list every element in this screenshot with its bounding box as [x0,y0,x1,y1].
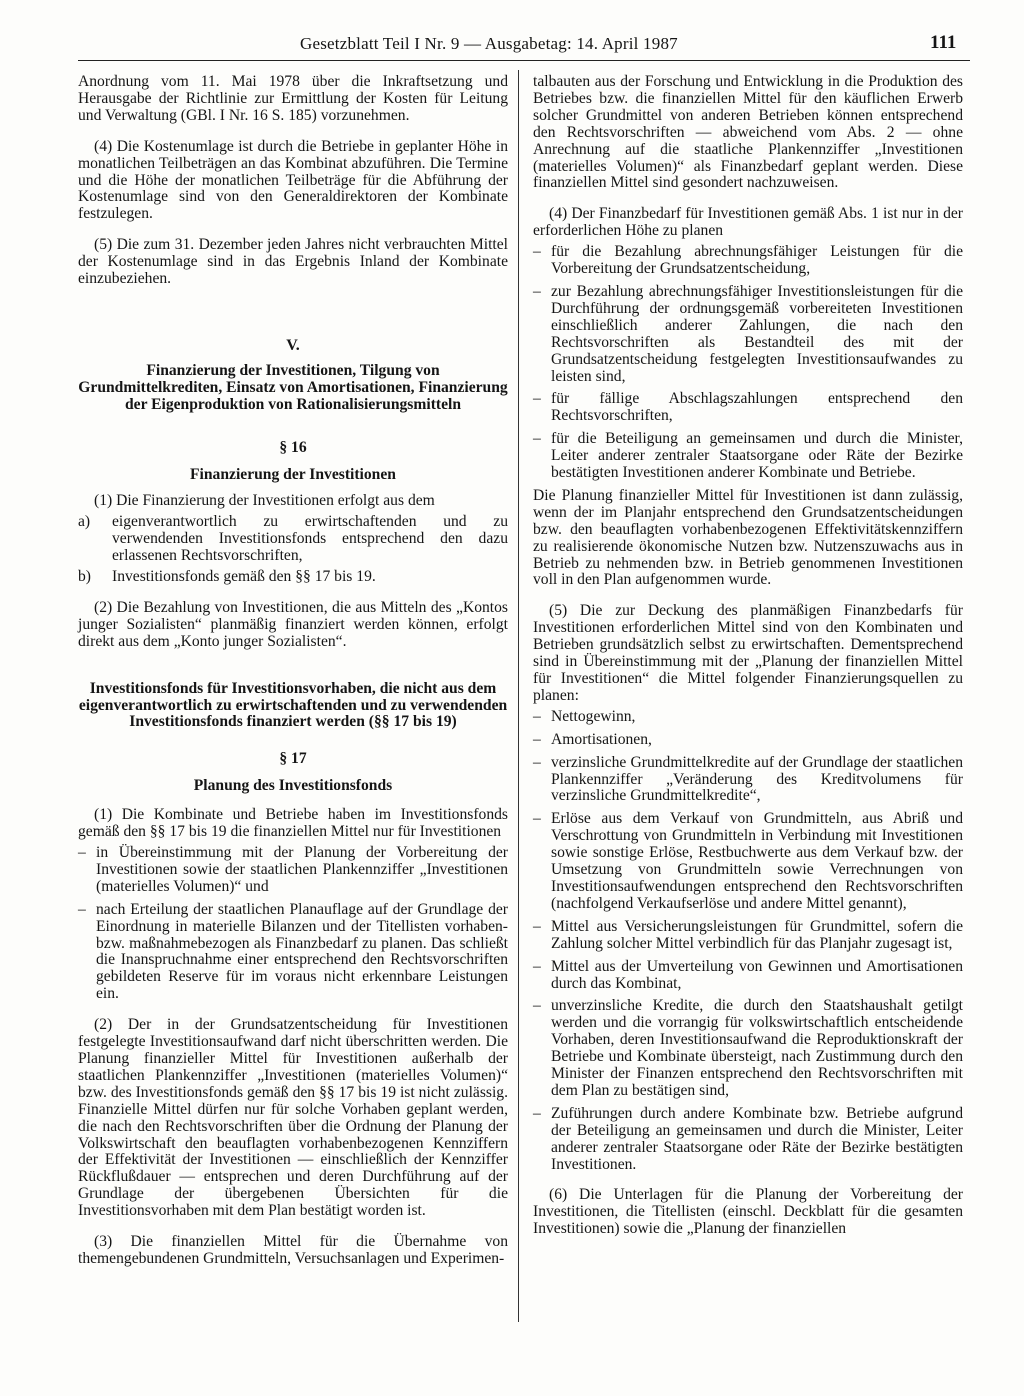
dash-item: – nach Erteilung der staatlichen Planauflage auf der Grundlage der Einordnung in materielle Bilanzen und der Titellisten vorhaben- bzw. maßnahmebezogen als Finanzbedarf zu planen. Das schließt die Inanspruchnahme einer entsprechend den Rechtsvorschriften gebildeten Reserve für im voraus nicht erkennbare Leistungen ein. [78,900,508,1003]
dash-item: – Mittel aus der Umverteilung von Gewinnen und Amortisationen durch das Kombinat, [533,957,963,992]
list-text: Investitionsfonds gemäß den §§ 17 bis 19. [112,568,376,586]
dash-text: Amortisationen, [551,730,652,748]
list-label: b) [78,568,91,586]
paragraph-4-intro: (4) Der Finanzbedarf für Investitionen gemäß Abs. 1 ist nur in der erforderlichen Höhe zu planen [533,205,963,240]
dash-item: – für die Beteiligung an gemeinsamen und durch die Minister, Leiter anderer zentraler Staatsorgane oder Räte der Bezirke bestätigten Investitionen anderer Kombinate und Betriebe. [533,430,963,482]
par16-title: Finanzierung der Investitionen [190,465,396,483]
left-column [78,74,508,1282]
paragraph-6: (6) Die Unterlagen für die Planung der Vorbereitung der Investitionen, die Titellisten (einschl. Deckblatt für die gesamten Investitionen) sowie die „Planung der finanziellen [533,1186,963,1238]
dash-item: – zur Bezahlung abrechnungsfähiger Investitionsleistungen für die Durchführung der ordnungsgemäß vorbereiteten Investitionen einschließlich anderer Zahlungen, die nach den Rechtsvorschriften als Bestandteil des mit der Grundsatzentscheidung festgelegten Investitionsaufwandes zu leisten sind, [533,282,963,385]
par16-p2: (2) Die Bezahlung von Investitionen, die aus Mitteln des „Kontos junger Sozialisten“ planmäßig finanziert werden können, erfolgt direkt aus dem „Konto junger Sozialisten“. [78,598,508,650]
par17-number: § 17 [279,750,307,768]
dash-text: zur Bezahlung abrechnungsfähiger Investitionsleistungen für die Durchführung der ordnungsgemäß vorbereiteten Investitionen einschließlich anderer Zahlungen, die nach den Rechtsvorschriften als Bestandteil des mit der Grundsatzentscheidung festgelegten Investitionsaufwandes zu leisten sind, [551,282,963,385]
page-number: 111 [930,32,957,53]
dash-text: Mittel aus der Umverteilung von Gewinnen und Amortisationen durch das Kombinat, [551,957,963,992]
dash-text: Mittel aus Versicherungsleistungen für Grundmittel, sofern die Zahlung solcher Mittel verbindlich für das Planjahr zugesagt ist, [551,917,963,952]
par17-p2: (2) Der in der Grundsatzentscheidung für Investitionen festgelegte Investitionsaufwand darf nicht überschritten werden. Die Planung finanzieller Mittel für Investitionen außerhalb der staatlichen Plankennziffer „Investitionen (materielles Volumen)“ bzw. des Investitionsfonds gemäß den §§ 17 bis 19 ist nicht zulässig. Finanzielle Mittel dürfen nur für solche Vorhaben geplant werden, die nach den Rechtsvorschriften über die Ordnung der Planung der Volkswirtschaft den beauflagten vorhabenbezogenen Kennziffern der Effektivität der Investitionen — einschließlich der Kennziffer Rückflußdauer — entsprechen und deren Durchführung auf der Grundlage der übergebenen Übersichten für die Investitionsvorhaben mit dem Plan bestätigt worden ist. [78,1016,508,1220]
intro-paragraph: Anordnung vom 11. Mai 1978 über die Inkraftsetzung und Herausgabe der Richtlinie zur Ermittlung der Kosten für Leitung und Verwaltung (GBl. I Nr. 16 S. 185) vorzunehmen. [78,73,508,124]
dash-item: – in Übereinstimmung mit der Planung der Vorbereitung der Investitionen sowie der staatlichen Plankennziffer „Investitionen (materielles Volumen)“ und [78,844,508,895]
dash-item: – Zuführungen durch andere Kombinate bzw. Betriebe aufgrund der Beteiligung an gemeinsamen und durch die Minister, Leiter anderer zentraler Staatsorgane oder Räte der Bezirke bestätigten Investitionen. [533,1104,963,1173]
list-item [78,514,508,565]
dash-text: in Übereinstimmung mit der Planung der Vorbereitung der Investitionen sowie der staatlichen Plankennziffer „Investitionen (materielles Volumen)“ und [96,844,508,895]
dash-text: für die Beteiligung an gemeinsamen und durch die Minister, Leiter anderer zentraler Staatsorgane oder Räte der Bezirke bestätigten Investitionen anderer Kombinate und Betriebe. [551,430,963,482]
dash-item: – unverzinsliche Kredite, die durch den Staatshaushalt getilgt werden und die vorrangig für volkswirtschaftlich entscheidende Vorhaben, deren Investitionsaufwand die Reproduktionskraft der Betriebe und Kombinate übersteigt, nach Zustimmung durch den Minister der Finanzen entsprechend den Rechtsvorschriften mit dem Plan zu bestätigen sind, [533,997,963,1099]
paragraph-4: (4) Die Kostenumlage ist durch die Betriebe in geplanter Höhe in monatlichen Teilbeträgen an das Kombinat abzuführen. Die Termine und die Höhe der monatlichen Teilbeträge für die Abführung der Kostenumlage sind von den Generaldirektoren der Kombinate festzulegen. [78,137,508,223]
list-item [78,569,508,586]
par17-p3: (3) Die finanziellen Mittel für die Übernahme von themengebundenen Grundmitteln, Versuchsanlagen und Experimen- [78,1233,508,1267]
header-rule [78,60,970,61]
paragraph-5-intro: (5) Die zur Deckung des planmäßigen Finanzbedarfs für Investitionen erforderlichen Mittel sind von den Kombinaten und Betrieben grundsätzlich selbst zu erwirtschaften. Dementsprechend sind in Übereinstimmung mit der „Planung der finanziellen Mittel für Investitionen“ die Mittel folgender Finanzierungsquellen zu planen: [533,602,963,704]
dash-text: für die Bezahlung abrechnungsfähiger Leistungen für die Vorbereitung der Grundsatzentscheidung, [551,243,963,278]
list-label: a) [78,513,91,531]
par16-p1: (1) Die Finanzierung der Investitionen erfolgt aus dem [94,492,435,510]
dash-text: unverzinsliche Kredite, die durch den Staatshaushalt getilgt werden und die vorrangig für volkswirtschaftlich entscheidende Vorhaben, deren Investitionsaufwand die Reproduktionskraft der Betriebe und Kombinate übersteigt, nach Zustimmung durch den Minister der Finanzen entsprechend den Rechtsvorschriften mit dem Plan zu bestätigen sind, [551,997,963,1099]
dash-text: für fällige Abschlagszahlungen entsprechend den Rechtsvorschriften, [551,390,963,425]
par17-p1: (1) Die Kombinate und Betriebe haben im Investitionsfonds gemäß den §§ 17 bis 19 die finanziellen Mittel nur für Investitionen [78,806,508,841]
continued-paragraph: talbauten aus der Forschung und Entwicklung in die Produktion des Betriebes bzw. die finanziellen Mittel für den käuflichen Erwerb solcher Grundmittel von anderen Betrieben können entsprechend den Rechtsvorschriften — abweichend vom Abs. 2 — ohne Anrechnung auf die staatliche Plankennziffer „Investitionen (materielles Volumen)“ als Finanzbedarf geplant werden. Diese finanziellen Mittel sind gesondert nachzuweisen. [533,73,963,192]
dash-text: Zuführungen durch andere Kombinate bzw. Betriebe aufgrund der Beteiligung an gemeinsamen und durch die Minister, Leiter anderer zentraler Staatsorgane oder Räte der Bezirke bestätigten Investitionen. [551,1104,963,1173]
dash-item: – Amortisationen, [533,730,652,748]
dash-item: – verzinsliche Grundmittelkredite auf der Grundlage der staatlichen Plankennziffer „Veränderung des Kreditvolumens für verzinsliche Grundmittelkredite“, [533,753,963,805]
column-divider [518,70,519,1322]
section-number: V. [286,336,300,354]
dash-item: – Erlöse aus dem Verkauf von Grundmitteln, aus Abriß und Verschrottung von Grundmitteln in Verbindung mit Investitionen sowie sonstige Erlöse, Restbuchwerte aus dem Verkauf bzw. der Umsetzung von Grundmitteln sowie Verrechnungen von Investitionsaufwendungen entsprechend den Rechtsvorschriften (nachfolgend Verkaufserlöse und andere Mittel genannt), [533,810,963,912]
par16-number: § 16 [279,438,307,456]
dash-text: verzinsliche Grundmittelkredite auf der Grundlage der staatlichen Plankennziffer „Veränderung des Kreditvolumens für verzinsliche Grundmittelkredite“, [551,753,963,805]
dash-text: Nettogewinn, [551,707,636,725]
paragraph-5: (5) Die zum 31. Dezember jeden Jahres nicht verbrauchten Mittel der Kostenumlage sind in das Ergebnis Inland der Kombinate einzubeziehen. [78,236,508,288]
dash-item: – für die Bezahlung abrechnungsfähiger Leistungen für die Vorbereitung der Grundsatzentscheidung, [533,243,963,278]
right-column [533,74,963,1252]
paragraph-4-close: Die Planung finanzieller Mittel für Investitionen ist dann zulässig, wenn der im Planjahr entsprechend den Grundsatzentscheidungen bzw. den beauflagten vorhabenbezogenen Effektivitätskennziffern zu realisierende ökonomische Nutzen bzw. Nutzenszuwachs aus in Betrieb zu nehmenden bzw. in Betrieb genommenen Investitionen voll in den Plan aufgenommen wurde. [533,486,963,589]
section-title: Finanzierung der Investitionen, Tilgung von Grundmittelkrediten, Einsatz von Amortisationen, Finanzierung der Eigenproduktion von Rationalisierungsmitteln [78,361,508,413]
dash-text: nach Erteilung der staatlichen Planauflage auf der Grundlage der Einordnung in materielle Bilanzen und der Titellisten vorhaben- bzw. maßnahmebezogen als Finanzbedarf zu planen. Das schließt die Inanspruchnahme einer entsprechend den Rechtsvorschriften gebildeten Reserve für im voraus nicht erkennbare Leistungen ein. [96,900,508,1003]
page-header [0,34,1024,58]
dash-item: – für fällige Abschlagszahlungen entsprechend den Rechtsvorschriften, [533,390,963,425]
par17-title: Planung des Investitionsfonds [193,777,393,795]
subheading: Investitionsfonds für Investitionsvorhaben, die nicht aus dem eigenverantwortlich zu erwirtschaftenden und zu verwendenden Investitionsfonds finanziert werden (§§ 17 bis 19) [78,679,508,731]
dash-item: – Mittel aus Versicherungsleistungen für Grundmittel, sofern die Zahlung solcher Mittel verbindlich für das Planjahr zugesagt ist, [533,917,963,952]
gazette-title: Gesetzblatt Teil I Nr. 9 — Ausgabetag: 14. April 1987 [300,34,678,53]
list-text: eigenverantwortlich zu erwirtschaftenden und zu verwendenden Investitionsfonds entsprechend den dazu erlassenen Rechtsvorschriften, [112,513,508,565]
dash-item: – Nettogewinn, [533,707,636,725]
dash-text: Erlöse aus dem Verkauf von Grundmitteln, aus Abriß und Verschrottung von Grundmitteln in Verbindung mit Investitionen sowie sonstige Erlöse, Restbuchwerte aus dem Verkauf bzw. der Umsetzung von Grundmitteln sowie Verrechnungen von Investitionsaufwendungen entsprechend den Rechtsvorschriften (nachfolgend Verkaufserlöse und andere Mittel genannt), [551,810,963,912]
